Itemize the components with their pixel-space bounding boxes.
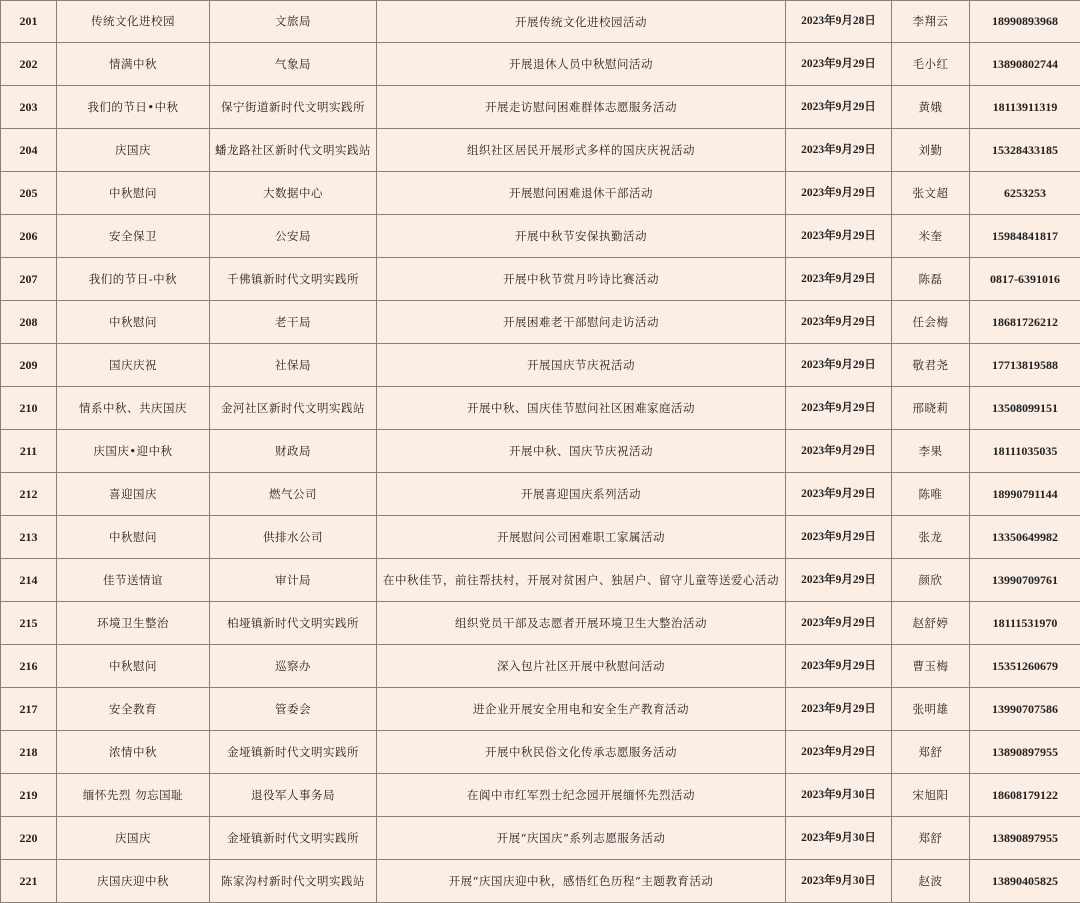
activity-cell: 开展中秋民俗文化传承志愿服务活动 bbox=[377, 731, 786, 774]
date-cell: 2023年9月29日 bbox=[786, 215, 892, 258]
unit-cell: 柏垭镇新时代文明实践所 bbox=[210, 602, 377, 645]
date-cell: 2023年9月29日 bbox=[786, 602, 892, 645]
table-row bbox=[1, 129, 1080, 172]
activity-cell: 深入包片社区开展中秋慰问活动 bbox=[377, 645, 786, 688]
table-row bbox=[1, 473, 1080, 516]
unit-cell: 财政局 bbox=[210, 430, 377, 473]
activity-cell: 开展中秋、国庆佳节慰问社区困难家庭活动 bbox=[377, 387, 786, 430]
contact-cell: 郑舒 bbox=[892, 731, 970, 774]
activity-cell: 组织党员干部及志愿者开展环境卫生大整治活动 bbox=[377, 602, 786, 645]
contact-cell: 张龙 bbox=[892, 516, 970, 559]
unit-cell: 保宁街道新时代文明实践所 bbox=[210, 86, 377, 129]
activity-cell: 开展慰问困难退休干部活动 bbox=[377, 172, 786, 215]
theme-cell: 庆国庆•迎中秋 bbox=[57, 430, 210, 473]
contact-cell: 郑舒 bbox=[892, 817, 970, 860]
phone-cell: 15328433185 bbox=[970, 129, 1080, 172]
table-row bbox=[1, 86, 1080, 129]
date-cell: 2023年9月29日 bbox=[786, 387, 892, 430]
unit-cell: 金垭镇新时代文明实践所 bbox=[210, 731, 377, 774]
date-cell: 2023年9月29日 bbox=[786, 688, 892, 731]
table-row bbox=[1, 215, 1080, 258]
theme-cell: 传统文化进校园 bbox=[57, 1, 210, 43]
unit-cell: 审计局 bbox=[210, 559, 377, 602]
activity-cell: 在阆中市红军烈士纪念园开展缅怀先烈活动 bbox=[377, 774, 786, 817]
row-number-cell: 207 bbox=[1, 258, 57, 301]
date-cell: 2023年9月29日 bbox=[786, 645, 892, 688]
unit-cell: 大数据中心 bbox=[210, 172, 377, 215]
theme-cell: 安全教育 bbox=[57, 688, 210, 731]
row-number-cell: 204 bbox=[1, 129, 57, 172]
contact-cell: 米奎 bbox=[892, 215, 970, 258]
activity-cell: 开展喜迎国庆系列活动 bbox=[377, 473, 786, 516]
contact-cell: 黄娥 bbox=[892, 86, 970, 129]
table-row bbox=[1, 817, 1080, 860]
contact-cell: 陈唯 bbox=[892, 473, 970, 516]
theme-cell: 中秋慰问 bbox=[57, 172, 210, 215]
row-number-cell: 202 bbox=[1, 43, 57, 86]
phone-cell: 18111531970 bbox=[970, 602, 1080, 645]
activity-cell: 开展“庆国庆”系列志愿服务活动 bbox=[377, 817, 786, 860]
theme-cell: 情系中秋、共庆国庆 bbox=[57, 387, 210, 430]
activity-cell: 开展走访慰问困难群体志愿服务活动 bbox=[377, 86, 786, 129]
unit-cell: 公安局 bbox=[210, 215, 377, 258]
contact-cell: 李翔云 bbox=[892, 1, 970, 43]
table-row bbox=[1, 43, 1080, 86]
date-cell: 2023年9月29日 bbox=[786, 731, 892, 774]
theme-cell: 缅怀先烈 勿忘国耻 bbox=[57, 774, 210, 817]
theme-cell: 安全保卫 bbox=[57, 215, 210, 258]
date-cell: 2023年9月29日 bbox=[786, 301, 892, 344]
phone-cell: 13890897955 bbox=[970, 731, 1080, 774]
phone-cell: 0817-6391016 bbox=[970, 258, 1080, 301]
row-number-cell: 211 bbox=[1, 430, 57, 473]
phone-cell: 13350649982 bbox=[970, 516, 1080, 559]
contact-cell: 颜欣 bbox=[892, 559, 970, 602]
date-cell: 2023年9月29日 bbox=[786, 473, 892, 516]
row-number-cell: 203 bbox=[1, 86, 57, 129]
date-cell: 2023年9月29日 bbox=[786, 86, 892, 129]
phone-cell: 18608179122 bbox=[970, 774, 1080, 817]
phone-cell: 13890405825 bbox=[970, 860, 1080, 903]
table-row bbox=[1, 301, 1080, 344]
phone-cell: 13890802744 bbox=[970, 43, 1080, 86]
table-row bbox=[1, 430, 1080, 473]
phone-cell: 18681726212 bbox=[970, 301, 1080, 344]
activity-cell: 进企业开展安全用电和安全生产教育活动 bbox=[377, 688, 786, 731]
contact-cell: 毛小红 bbox=[892, 43, 970, 86]
date-cell: 2023年9月29日 bbox=[786, 344, 892, 387]
phone-cell: 15351260679 bbox=[970, 645, 1080, 688]
unit-cell: 金垭镇新时代文明实践所 bbox=[210, 817, 377, 860]
unit-cell: 陈家沟村新时代文明实践站 bbox=[210, 860, 377, 903]
table-row bbox=[1, 387, 1080, 430]
theme-cell: 庆国庆迎中秋 bbox=[57, 860, 210, 903]
table-row bbox=[1, 731, 1080, 774]
unit-cell: 供排水公司 bbox=[210, 516, 377, 559]
unit-cell: 巡察办 bbox=[210, 645, 377, 688]
row-number-cell: 214 bbox=[1, 559, 57, 602]
unit-cell: 金河社区新时代文明实践站 bbox=[210, 387, 377, 430]
row-number-cell: 220 bbox=[1, 817, 57, 860]
row-number-cell: 210 bbox=[1, 387, 57, 430]
phone-cell: 13990707586 bbox=[970, 688, 1080, 731]
row-number-cell: 215 bbox=[1, 602, 57, 645]
activity-cell: 开展国庆节庆祝活动 bbox=[377, 344, 786, 387]
date-cell: 2023年9月30日 bbox=[786, 774, 892, 817]
row-number-cell: 201 bbox=[1, 1, 57, 43]
date-cell: 2023年9月29日 bbox=[786, 172, 892, 215]
date-cell: 2023年9月29日 bbox=[786, 430, 892, 473]
activity-cell: 开展中秋、国庆节庆祝活动 bbox=[377, 430, 786, 473]
theme-cell: 浓情中秋 bbox=[57, 731, 210, 774]
contact-cell: 赵波 bbox=[892, 860, 970, 903]
theme-cell: 我们的节日-中秋 bbox=[57, 258, 210, 301]
theme-cell: 我们的节日•中秋 bbox=[57, 86, 210, 129]
table-row bbox=[1, 860, 1080, 903]
date-cell: 2023年9月30日 bbox=[786, 860, 892, 903]
theme-cell: 情满中秋 bbox=[57, 43, 210, 86]
contact-cell: 陈磊 bbox=[892, 258, 970, 301]
theme-cell: 佳节送情谊 bbox=[57, 559, 210, 602]
table-row bbox=[1, 688, 1080, 731]
contact-cell: 李果 bbox=[892, 430, 970, 473]
contact-cell: 刘勤 bbox=[892, 129, 970, 172]
table-row bbox=[1, 1, 1080, 43]
activity-cell: 组织社区居民开展形式多样的国庆庆祝活动 bbox=[377, 129, 786, 172]
activity-cell: 开展困难老干部慰问走访活动 bbox=[377, 301, 786, 344]
row-number-cell: 205 bbox=[1, 172, 57, 215]
table-row bbox=[1, 774, 1080, 817]
contact-cell: 敬君尧 bbox=[892, 344, 970, 387]
phone-cell: 18990893968 bbox=[970, 1, 1080, 43]
phone-cell: 13508099151 bbox=[970, 387, 1080, 430]
phone-cell: 13890897955 bbox=[970, 817, 1080, 860]
phone-cell: 18990791144 bbox=[970, 473, 1080, 516]
contact-cell: 任会梅 bbox=[892, 301, 970, 344]
row-number-cell: 209 bbox=[1, 344, 57, 387]
date-cell: 2023年9月29日 bbox=[786, 258, 892, 301]
theme-cell: 中秋慰问 bbox=[57, 516, 210, 559]
contact-cell: 赵舒婷 bbox=[892, 602, 970, 645]
activity-cell: 在中秋佳节，前往帮扶村，开展对贫困户、独居户、留守儿童等送爱心活动 bbox=[377, 559, 786, 602]
row-number-cell: 216 bbox=[1, 645, 57, 688]
row-number-cell: 213 bbox=[1, 516, 57, 559]
date-cell: 2023年9月30日 bbox=[786, 817, 892, 860]
unit-cell: 气象局 bbox=[210, 43, 377, 86]
theme-cell: 喜迎国庆 bbox=[57, 473, 210, 516]
unit-cell: 社保局 bbox=[210, 344, 377, 387]
activity-cell: 开展中秋节赏月吟诗比赛活动 bbox=[377, 258, 786, 301]
activity-cell: 开展“庆国庆迎中秋，感悟红色历程”主题教育活动 bbox=[377, 860, 786, 903]
phone-cell: 15984841817 bbox=[970, 215, 1080, 258]
contact-cell: 宋旭阳 bbox=[892, 774, 970, 817]
contact-cell: 张文超 bbox=[892, 172, 970, 215]
row-number-cell: 219 bbox=[1, 774, 57, 817]
unit-cell: 老干局 bbox=[210, 301, 377, 344]
activity-cell: 开展传统文化进校园活动 bbox=[377, 1, 786, 43]
activity-cell: 开展慰问公司困难职工家属活动 bbox=[377, 516, 786, 559]
row-number-cell: 217 bbox=[1, 688, 57, 731]
row-number-cell: 218 bbox=[1, 731, 57, 774]
date-cell: 2023年9月29日 bbox=[786, 129, 892, 172]
row-number-cell: 221 bbox=[1, 860, 57, 903]
phone-cell: 18111035035 bbox=[970, 430, 1080, 473]
unit-cell: 千佛镇新时代文明实践所 bbox=[210, 258, 377, 301]
table-row bbox=[1, 602, 1080, 645]
theme-cell: 庆国庆 bbox=[57, 817, 210, 860]
row-number-cell: 212 bbox=[1, 473, 57, 516]
date-cell: 2023年9月29日 bbox=[786, 559, 892, 602]
row-number-cell: 208 bbox=[1, 301, 57, 344]
unit-cell: 管委会 bbox=[210, 688, 377, 731]
unit-cell: 蟠龙路社区新时代文明实践站 bbox=[210, 129, 377, 172]
theme-cell: 庆国庆 bbox=[57, 129, 210, 172]
theme-cell: 中秋慰问 bbox=[57, 301, 210, 344]
unit-cell: 燃气公司 bbox=[210, 473, 377, 516]
table-row bbox=[1, 258, 1080, 301]
contact-cell: 曹玉梅 bbox=[892, 645, 970, 688]
table-body bbox=[1, 1, 1080, 903]
date-cell: 2023年9月29日 bbox=[786, 43, 892, 86]
table-row bbox=[1, 559, 1080, 602]
table-row bbox=[1, 344, 1080, 387]
table-row bbox=[1, 172, 1080, 215]
table-row bbox=[1, 645, 1080, 688]
date-cell: 2023年9月29日 bbox=[786, 516, 892, 559]
theme-cell: 国庆庆祝 bbox=[57, 344, 210, 387]
date-cell: 2023年9月28日 bbox=[786, 1, 892, 43]
row-number-cell: 206 bbox=[1, 215, 57, 258]
theme-cell: 环境卫生整治 bbox=[57, 602, 210, 645]
phone-cell: 17713819588 bbox=[970, 344, 1080, 387]
phone-cell: 6253253 bbox=[970, 172, 1080, 215]
activity-cell: 开展退休人员中秋慰问活动 bbox=[377, 43, 786, 86]
contact-cell: 张明雄 bbox=[892, 688, 970, 731]
table-row bbox=[1, 516, 1080, 559]
unit-cell: 文旅局 bbox=[210, 1, 377, 43]
contact-cell: 邢晓莉 bbox=[892, 387, 970, 430]
unit-cell: 退役军人事务局 bbox=[210, 774, 377, 817]
theme-cell: 中秋慰问 bbox=[57, 645, 210, 688]
activity-cell: 开展中秋节安保执勤活动 bbox=[377, 215, 786, 258]
phone-cell: 13990709761 bbox=[970, 559, 1080, 602]
phone-cell: 18113911319 bbox=[970, 86, 1080, 129]
